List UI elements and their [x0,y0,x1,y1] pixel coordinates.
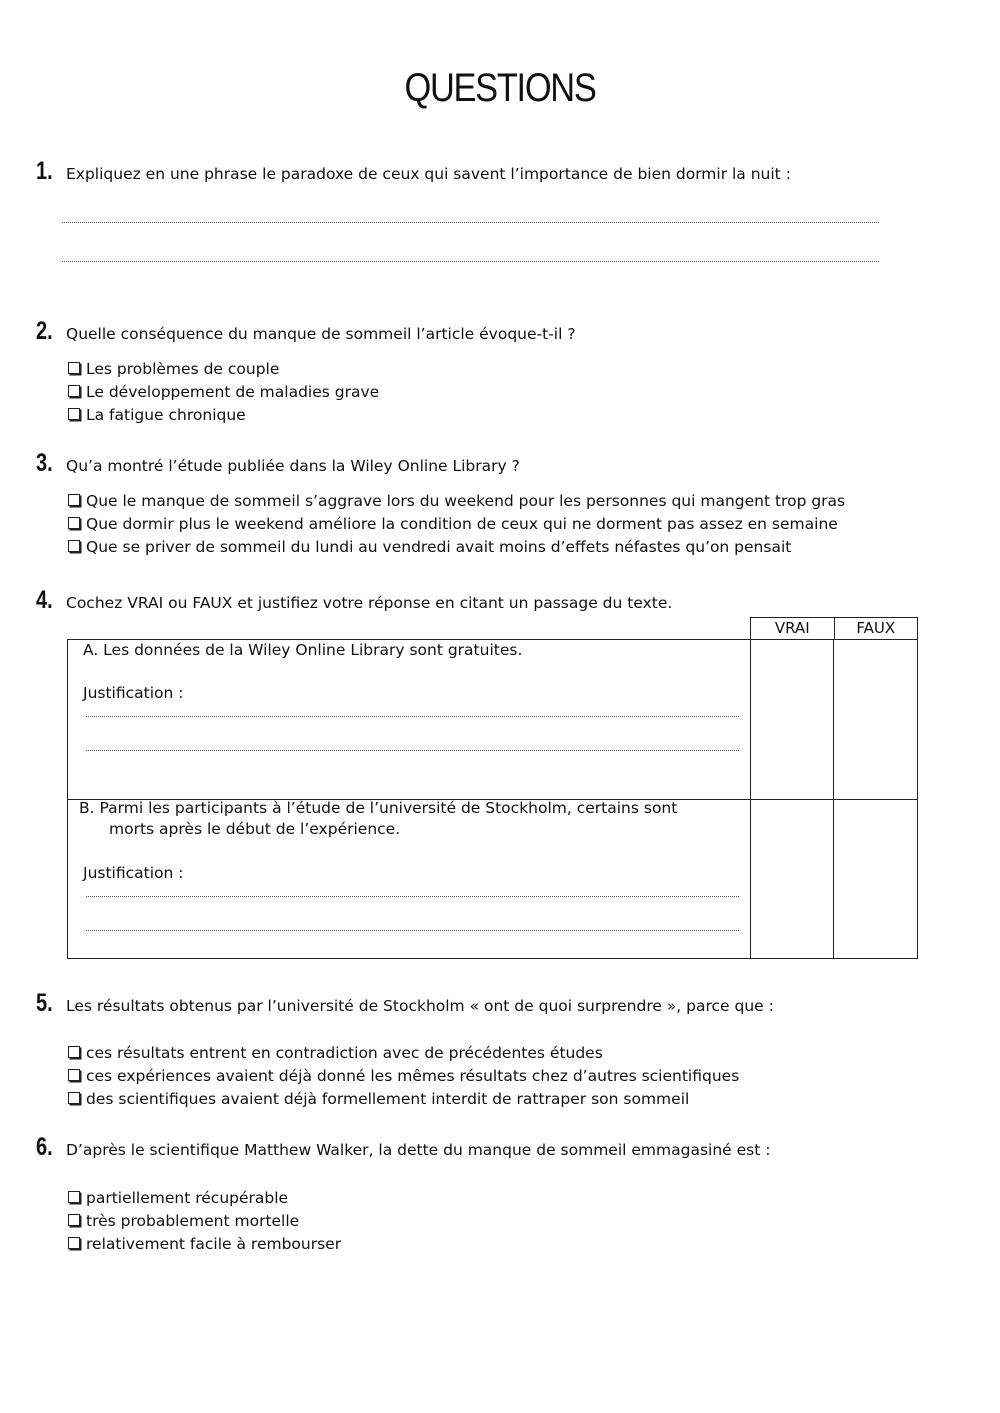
question-4-text: Cochez VRAI ou FAUX et justifiez votre réponse en citant un passage du texte. [66,594,673,612]
statement-a-text: A. Les données de la Wiley Online Library sont gratuites. [83,641,523,659]
question-6-number: 6. [36,1133,53,1161]
statement-b-text-line-2: morts après le début de l’expérience. [109,820,401,838]
checkbox-icon[interactable] [68,494,80,506]
checkbox-icon[interactable] [68,1191,80,1203]
statement-a-true-cell[interactable] [751,640,833,799]
question-6-text: D’après le scientifique Matthew Walker, la dette du manque de sommeil emmagasiné est : [66,1141,771,1159]
col-true-label: VRAI [751,618,835,640]
question-1-text: Expliquez en une phrase le paradoxe de ceux qui savent l’importance de bien dormir la nuit : [66,165,791,183]
answer-line-2[interactable] [62,261,879,262]
col-false-label: FAUX [856,619,896,637]
q6-option-2[interactable]: très probablement mortelle [68,1211,299,1231]
statement-b-justification-label: Justification : [83,864,184,882]
question-2-text: Quelle conséquence du manque de sommeil l’article évoque-t-il ? [66,325,576,343]
q2-option-1[interactable]: Les problèmes de couple [68,359,279,379]
statement-a-justification-label: Justification : [83,684,184,702]
q6-option-3[interactable]: relativement facile à rembourser [68,1234,341,1254]
true-false-header [750,617,918,640]
question-3-number: 3. [36,449,53,477]
q3-option-2[interactable]: Que dormir plus le weekend améliore la condition de ceux qui ne dorment pas assez en semaine [68,514,838,534]
q5-option-1[interactable]: ces résultats entrent en contradiction avec de précédentes études [68,1043,603,1063]
question-4-number: 4. [36,586,53,614]
justification-b-line-1[interactable] [86,896,739,897]
q2-option-3[interactable]: La fatigue chronique [68,405,246,425]
checkbox-icon[interactable] [68,408,80,420]
justification-a-line-2[interactable] [86,750,739,751]
statement-b-true-cell[interactable] [751,800,833,958]
question-3-text: Qu’a montré l’étude publiée dans la Wiley Online Library ? [66,457,520,475]
question-2-number: 2. [36,317,53,345]
answer-line-1[interactable] [62,222,879,223]
checkbox-icon[interactable] [68,1092,80,1104]
statement-b-false-cell[interactable] [834,800,917,958]
checkbox-icon[interactable] [68,1237,80,1249]
checkbox-icon[interactable] [68,1046,80,1058]
checkbox-icon[interactable] [68,1069,80,1081]
q6-option-1[interactable]: partiellement récupérable [68,1188,288,1208]
justification-a-line-1[interactable] [86,716,739,717]
question-5-number: 5. [36,989,53,1017]
q2-option-2[interactable]: Le développement de maladies grave [68,382,379,402]
statement-b-text-line-1: B. Parmi les participants à l’étude de l’université de Stockholm, certains sont [79,799,678,817]
q3-option-1[interactable]: Que le manque de sommeil s’aggrave lors du weekend pour les personnes qui mangent trop gras [68,491,845,511]
true-false-table [67,639,918,959]
checkbox-icon[interactable] [68,540,80,552]
question-5-text: Les résultats obtenus par l’université de Stockholm « ont de quoi surprendre », parce que : [66,997,774,1015]
statement-a-false-cell[interactable] [834,640,917,799]
justification-b-line-2[interactable] [86,930,739,931]
checkbox-icon[interactable] [68,362,80,374]
question-1-number: 1. [36,157,53,185]
q5-option-3[interactable]: des scientifiques avaient déjà formellement interdit de rattraper son sommeil [68,1089,689,1109]
q3-option-3[interactable]: Que se priver de sommeil du lundi au vendredi avait moins d’effets néfastes qu’on pensait [68,537,791,557]
checkbox-icon[interactable] [68,517,80,529]
checkbox-icon[interactable] [68,385,80,397]
checkbox-icon[interactable] [68,1214,80,1226]
q5-option-2[interactable]: ces expériences avaient déjà donné les mêmes résultats chez d’autres scientifiques [68,1066,739,1086]
page-title: QUESTIONS [404,66,596,110]
